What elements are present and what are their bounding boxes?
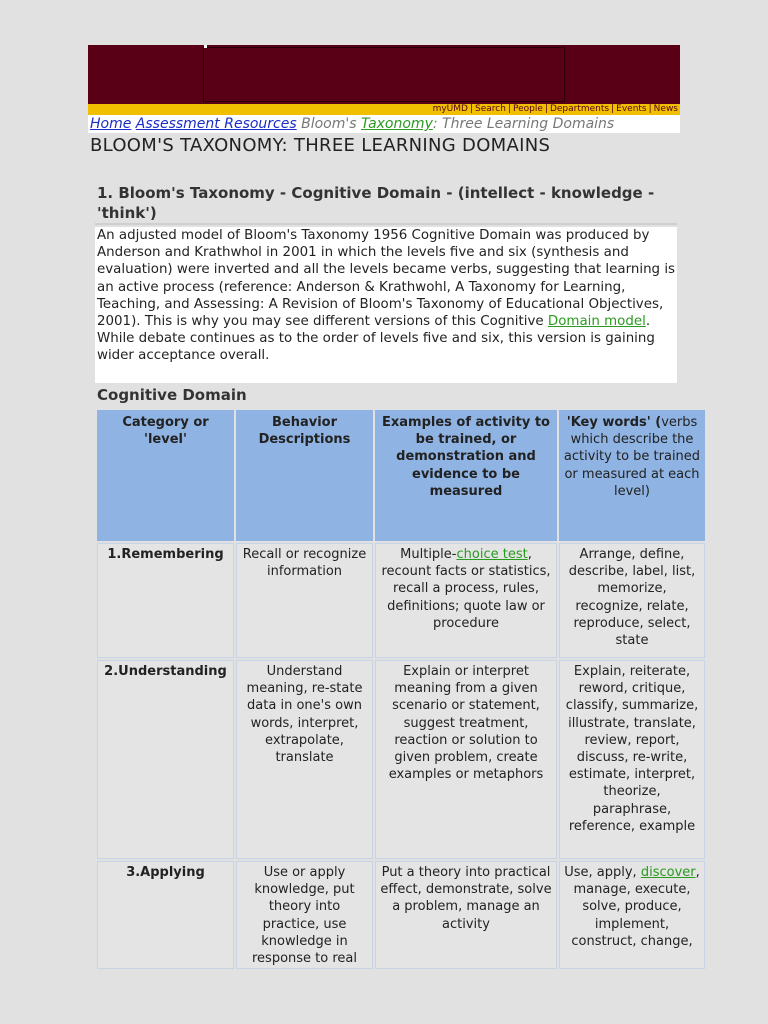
nav-separator: | [648, 104, 652, 114]
cell-examples [375, 543, 557, 658]
intro-text-end: . While debate continues as to the order of levels five and six, this version is gaining wider acceptance overall. [97, 314, 655, 364]
examples-text-start: Multiple- [400, 547, 457, 562]
heading-divider [95, 223, 677, 225]
keywords-text-start: Use, apply, [564, 865, 641, 880]
header-keywords [559, 410, 705, 541]
header-keywords-bold: 'Key words' ( [566, 415, 662, 430]
breadcrumb-assessment-resources[interactable]: Assessment Resources [135, 116, 297, 132]
nav-link-myumd[interactable]: myUMD [432, 104, 468, 114]
table-header-row [97, 410, 705, 541]
table-row [97, 660, 705, 859]
table-row [97, 861, 705, 969]
discover-link[interactable]: discover [640, 865, 696, 880]
banner-logo-area [203, 47, 565, 102]
intro-text-start: An adjusted model of Bloom's Taxonomy 1956 Cognitive Domain was produced by Anderson and Krathwhol in 2001 in which the levels five and six (synthesis and evaluation) were inverted and all the levels became verbs, suggesting that learning is an active process (reference: Anderson & Krathwohl, A Taxonomy for Learning, Teaching, and Assessing: A Revision of Bloom's Taxonomy of Educational Objectives, 2001). This is why you may see different versions of this Cognitive [97, 228, 676, 330]
cell-category: 1.Remembering [97, 543, 234, 658]
breadcrumb-home[interactable]: Home [90, 116, 132, 132]
header-keywords-rest: verbs which describe the activity to be trained or measured at each level) [563, 415, 701, 499]
cell-keywords: Explain, reiterate, reword, critique, classify, summarize, illustrate, translate, review, report, discuss, re-write, estimate, interpret, theorize, paraphrase, reference, example [559, 660, 705, 859]
breadcrumb-current: : Three Learning Domains [432, 116, 615, 132]
nav-separator: | [611, 104, 615, 114]
cell-keywords: Arrange, define, describe, label, list, memorize, recognize, relate, reproduce, select, state [559, 543, 705, 658]
domain-model-link[interactable]: Domain model [547, 314, 646, 330]
cell-behavior: Use or apply knowledge, put theory into practice, use knowledge in response to real [236, 861, 373, 969]
page-title: BLOOM'S TAXONOMY: THREE LEARNING DOMAINS [90, 135, 551, 156]
header-behavior: Behavior Descriptions [236, 410, 373, 541]
breadcrumb [88, 115, 680, 133]
examples-text-end: , recount facts or statistics, recall a process, rules, definitions; quote law or procedure [381, 547, 551, 631]
cell-category: 2.Understanding [97, 660, 234, 859]
nav-link-people[interactable]: People [512, 104, 543, 114]
nav-separator: | [469, 104, 474, 114]
utility-nav [88, 104, 680, 115]
intro-paragraph [97, 227, 675, 365]
cell-keywords [559, 861, 705, 969]
keywords-text-end: , manage, execute, solve, produce, implement, construct, change, [571, 865, 700, 949]
nav-link-events[interactable]: Events [616, 104, 647, 114]
cell-behavior: Recall or recognize information [236, 543, 373, 658]
header-category: Category or 'level' [97, 410, 234, 541]
cell-examples: Explain or interpret meaning from a given scenario or statement, suggest treatment, reaction or solution to given problem, create examples or metaphors [375, 660, 557, 859]
cell-behavior: Understand meaning, re-state data in one's own words, interpret, extrapolate, translate [236, 660, 373, 859]
section-heading: 1. Bloom's Taxonomy - Cognitive Domain - (intellect - knowledge - 'think') [97, 184, 655, 222]
banner-marker [204, 45, 207, 48]
cognitive-domain-table [95, 408, 707, 971]
breadcrumb-blooms: Bloom's [301, 116, 357, 132]
choice-test-link[interactable]: choice test [456, 547, 528, 562]
table-row [97, 543, 705, 658]
breadcrumb-taxonomy-link[interactable]: Taxonomy [360, 116, 433, 132]
header-examples: Examples of activity to be trained, or demonstration and evidence to be measured [375, 410, 557, 541]
cell-examples: Put a theory into practical effect, demonstrate, solve a problem, manage an activity [375, 861, 557, 969]
table-caption: Cognitive Domain [97, 386, 247, 404]
site-banner [88, 45, 680, 105]
nav-link-search[interactable]: Search [475, 104, 506, 114]
nav-link-news[interactable]: News [653, 104, 678, 114]
nav-separator: | [507, 104, 511, 114]
nav-separator: | [544, 104, 548, 114]
nav-link-departments[interactable]: Departments [549, 104, 610, 114]
cell-category: 3.Applying [97, 861, 234, 969]
